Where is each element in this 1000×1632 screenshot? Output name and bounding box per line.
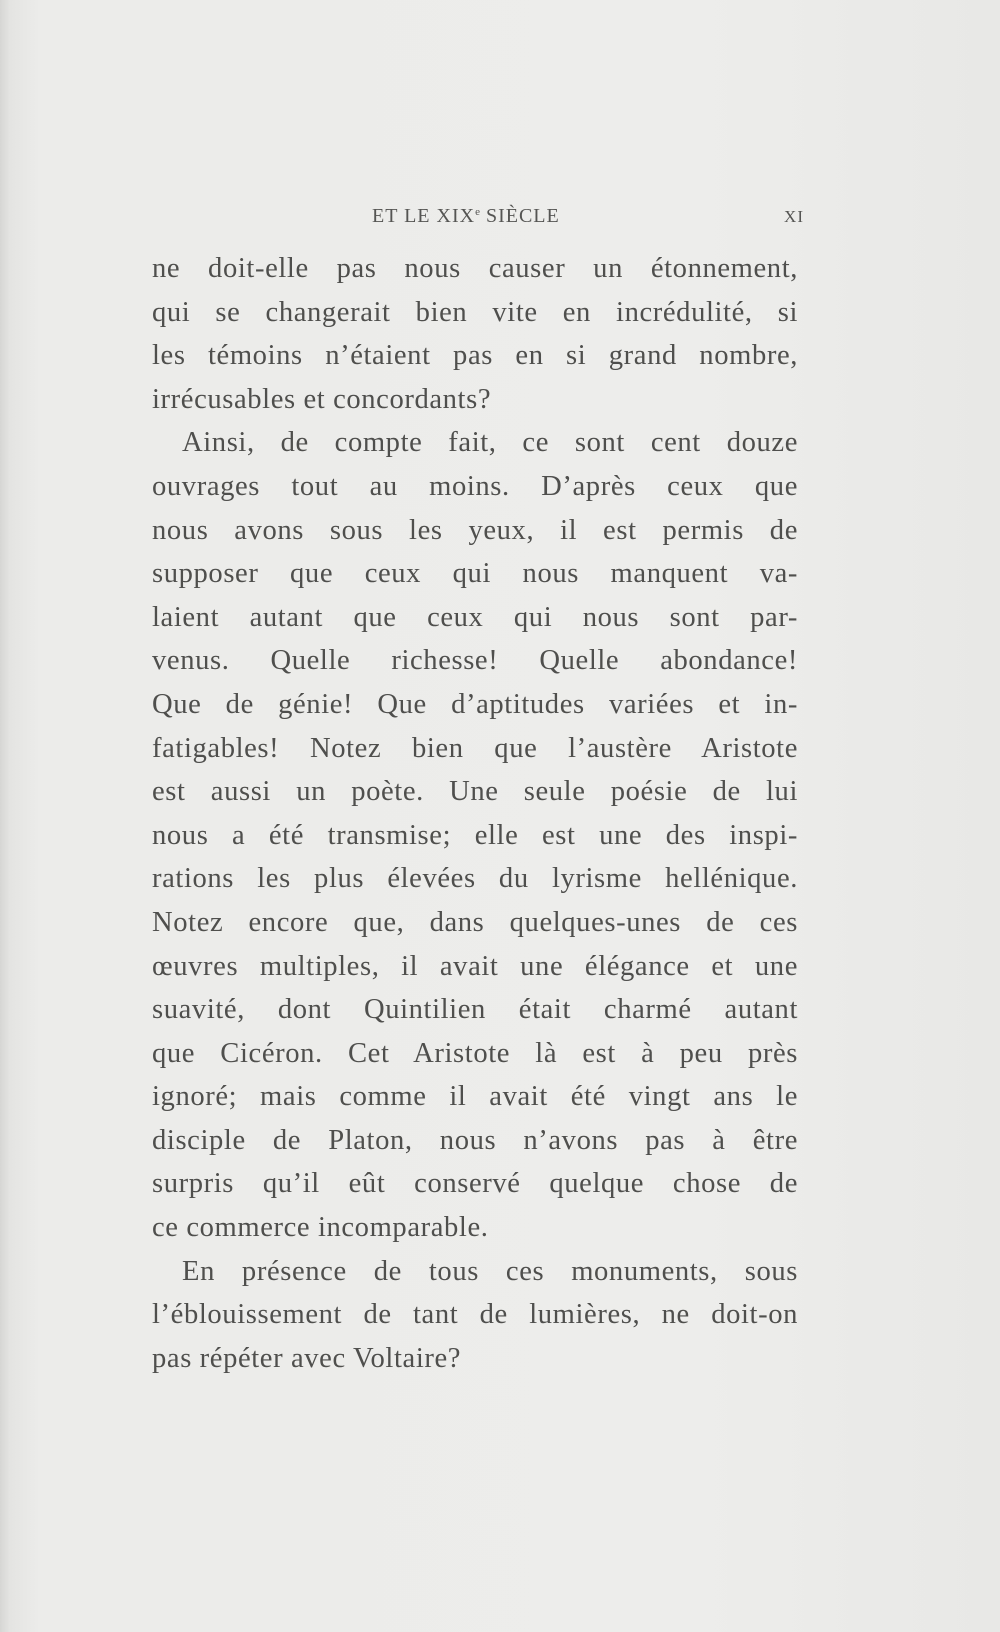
text-line: Notez encore que, dans quelques-unes de ces — [152, 906, 798, 938]
page-number: XI — [784, 207, 804, 226]
running-title-main: ET LE XIX — [372, 205, 476, 227]
text-line: ignoré; mais comme il avait été vingt ans le — [152, 1081, 798, 1113]
text-line: les témoins n’étaient pas en si grand nombre, — [152, 340, 798, 372]
running-title-superscript: e — [475, 206, 480, 218]
running-title-end: SIÈCLE — [479, 205, 560, 227]
text-line: que Cicéron. Cet Aristote là est à peu près — [152, 1037, 798, 1069]
text-line: qui se changerait bien vite en incrédulité, si — [152, 296, 798, 328]
text-line: l’éblouissement de tant de lumières, ne doit-on — [152, 1299, 798, 1331]
text-line: En présence de tous ces monuments, sous — [182, 1255, 798, 1287]
text-line: suavité, dont Quintilien était charmé autant — [152, 994, 798, 1026]
text-line: Que de génie! Que d’aptitudes variées et in- — [152, 688, 798, 720]
text-line: rations les plus élevées du lyrisme hellénique. — [152, 863, 798, 895]
text-line: ce commerce incomparable. — [152, 1212, 489, 1244]
running-title — [372, 205, 560, 228]
text-line: disciple de Platon, nous n’avons pas à être — [152, 1124, 798, 1156]
text-line: fatigables! Notez bien que l’austère Aristote — [152, 732, 798, 764]
text-line: venus. Quelle richesse! Quelle abondance! — [152, 645, 798, 677]
text-line: ouvrages tout au moins. D’après ceux que — [152, 470, 798, 502]
body-text — [152, 247, 798, 1380]
text-line: supposer que ceux qui nous manquent va- — [152, 558, 798, 590]
text-line: pas répéter avec Voltaire? — [152, 1342, 462, 1374]
text-line: est aussi un poète. Une seule poésie de lui — [152, 776, 798, 808]
text-line: laient autant que ceux qui nous sont par- — [152, 601, 798, 633]
text-line: irrécusables et concordants? — [152, 383, 492, 415]
text-line: surpris qu’il eût conservé quelque chose de — [152, 1168, 798, 1200]
text-line: nous avons sous les yeux, il est permis de — [152, 514, 798, 546]
text-line: Ainsi, de compte fait, ce sont cent douze — [182, 427, 798, 459]
text-line: ne doit-elle pas nous causer un étonnement, — [152, 253, 798, 284]
text-line: œuvres multiples, il avait une élégance et une — [152, 950, 798, 982]
page-header — [152, 205, 804, 233]
text-line: nous a été transmise; elle est une des inspi- — [152, 819, 798, 851]
